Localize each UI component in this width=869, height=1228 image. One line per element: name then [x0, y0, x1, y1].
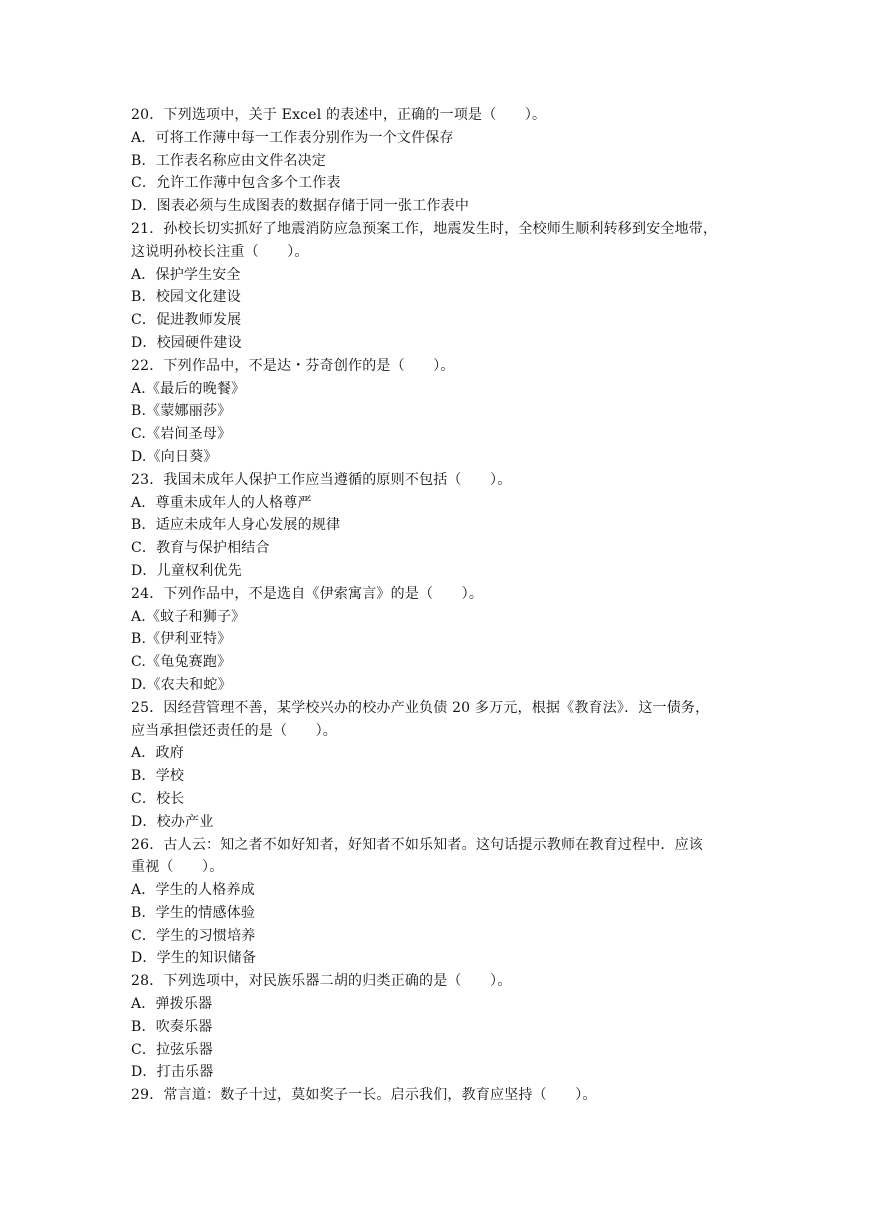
answer-option: A．政府 [131, 745, 184, 762]
question-stem: 应当承担偿还责任的是（ ）。 [131, 722, 337, 739]
question-block [131, 104, 743, 218]
question-block [131, 583, 743, 697]
answer-option: C．拉弦乐器 [131, 1041, 213, 1058]
question-stem: 28．下列选项中，对民族乐器二胡的归类正确的是（ ）。 [131, 973, 512, 990]
question-block [131, 218, 743, 355]
answer-option: D．儿童权利优先 [131, 562, 242, 579]
answer-option: B．校园文化建设 [131, 289, 241, 306]
question-stem: 重视（ ）。 [131, 859, 224, 876]
answer-option: D．学生的知识储备 [131, 950, 257, 967]
answer-option: C．促进教师发展 [131, 312, 242, 329]
question-stem: 21．孙校长切实抓好了地震消防应急预案工作，地震发生时，全校师生顺利转移到安全地带， [131, 220, 718, 237]
question-stem: 26．古人云：知之者不如好知者，好知者不如乐知者。这句话提示教师在教育过程中．应该 [131, 836, 704, 853]
question-stem: 23．我国未成年人保护工作应当遵循的原则不包括（ ）。 [131, 471, 512, 488]
question-list [131, 104, 743, 1107]
question-block [131, 1084, 743, 1107]
answer-option: C.《岩间圣母》 [131, 426, 232, 443]
answer-option: D.《农夫和蛇》 [131, 676, 232, 693]
question-block [131, 970, 743, 1084]
answer-option: D．打击乐器 [131, 1064, 214, 1081]
question-block [131, 697, 743, 834]
question-block [131, 355, 743, 469]
answer-option: A.《最后的晚餐》 [131, 380, 246, 397]
answer-option: A．尊重未成年人的人格尊严 [131, 494, 312, 511]
answer-option: B.《蒙娜丽莎》 [131, 403, 232, 420]
answer-option: B．学校 [131, 768, 185, 785]
answer-option: D．校园硬件建设 [131, 334, 242, 351]
answer-option: A．保护学生安全 [131, 266, 241, 283]
answer-option: D．校办产业 [131, 813, 214, 830]
answer-option: C．校长 [131, 790, 185, 807]
question-stem: 20．下列选项中，关于 Excel 的表述中，正确的一项是（ ）。 [131, 107, 547, 123]
answer-option: A．可将工作薄中每一工作表分别作为一个文件保存 [131, 129, 454, 146]
answer-option: B．吹奏乐器 [131, 1018, 213, 1035]
answer-option: A.《蚊子和狮子》 [131, 608, 246, 625]
answer-option: C．学生的习惯培养 [131, 927, 256, 944]
answer-option: B.《伊利亚特》 [131, 631, 232, 648]
question-block [131, 834, 743, 971]
answer-option: A．弹拨乐器 [131, 996, 213, 1013]
answer-option: B．适应未成年人身心发展的规律 [131, 517, 341, 534]
answer-option: B．工作表名称应由文件名决定 [131, 152, 327, 169]
answer-option: A．学生的人格养成 [131, 882, 255, 899]
question-block [131, 469, 743, 583]
answer-option: C．允许工作薄中包含多个工作表 [131, 175, 341, 192]
question-stem: 29．常言道：数子十过，莫如奖子一长。启示我们，教育应坚持（ ）。 [131, 1087, 597, 1104]
question-stem: 25．因经营管理不善，某学校兴办的校办产业负债 20 多万元，根据《教育法》．这一债务， [131, 699, 710, 716]
question-stem: 这说明孙校长注重（ ）。 [131, 243, 309, 260]
answer-option: B．学生的情感体验 [131, 904, 256, 921]
answer-option: C.《龟兔赛跑》 [131, 654, 232, 671]
answer-option: D.《向日葵》 [131, 448, 218, 465]
question-stem: 24．下列作品中，不是选自《伊索寓言》的是（ ）。 [131, 585, 484, 602]
answer-option: D．图表必须与生成图表的数据存储于同一张工作表中 [131, 198, 470, 215]
question-stem: 22．下列作品中，不是达・芬奇创作的是（ ）。 [131, 357, 455, 374]
answer-option: C．教育与保护相结合 [131, 540, 270, 557]
